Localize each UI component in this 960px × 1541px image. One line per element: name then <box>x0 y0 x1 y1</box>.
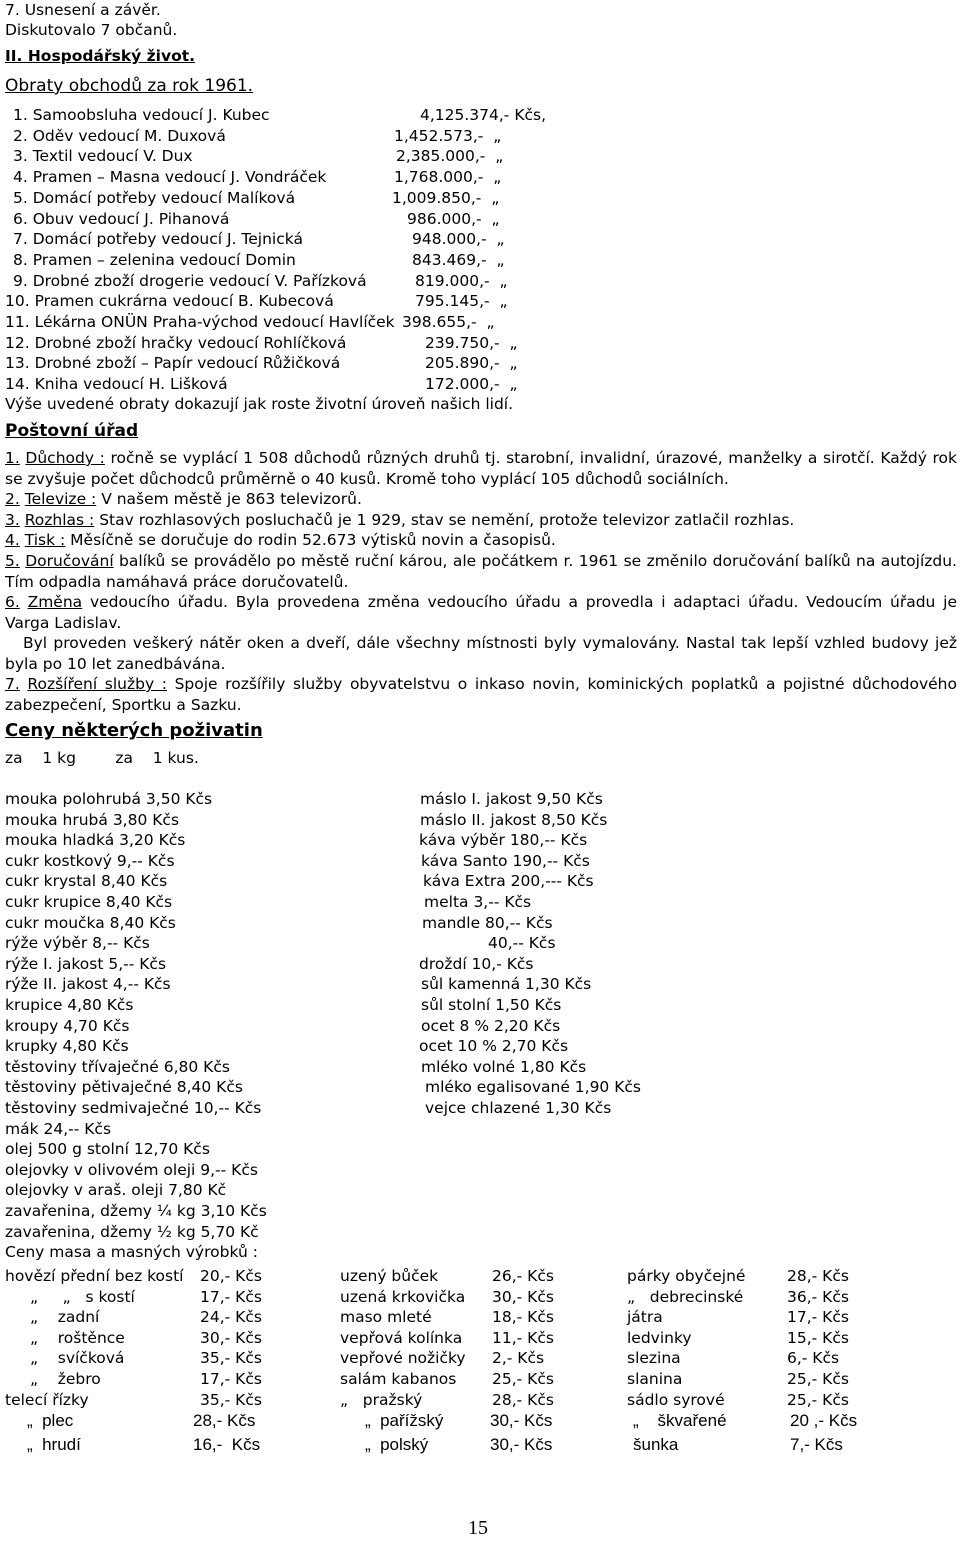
turnover-value: 172.000,- „ <box>425 375 518 394</box>
turnover-heading: Obraty obchodů za rok 1961. <box>5 76 254 96</box>
price-item: zavařenina, džemy ½ kg 5,70 Kč <box>5 1222 259 1241</box>
p4-text: Měsíčně se doručuje do rodin 52.673 výtisků novin a časopisů. <box>70 531 556 549</box>
meat-cell: „ svíčková <box>30 1349 125 1368</box>
meat-cell: 28,- Kčs <box>492 1390 554 1409</box>
p6-label: Změna <box>27 593 83 611</box>
turnover-value: 948.000,- „ <box>412 230 505 249</box>
turnover-label: 8. Pramen – zelenina vedoucí Domin <box>13 250 296 269</box>
prices-unit-line: za 1 kg za 1 kus. <box>5 749 199 767</box>
meat-cell: 17,- Kčs <box>787 1308 849 1327</box>
meat-cell: 35,- Kčs <box>200 1349 262 1368</box>
p2-label: Televize : <box>24 490 97 508</box>
price-item: melta 3,-- Kčs <box>424 893 532 911</box>
post-paragraph-2 <box>5 489 957 510</box>
p1-text: ročně se vyplácí 1 508 důchodů různých druhů tj. starobní, invalidní, úrazové, manželky a sirotčí. Každý rok se zvyšuje počet důchodců průměrně o 40 kusů. Kromě toho vyplácí 105 důchodů sociálních. <box>5 449 957 488</box>
price-item: káva výběr 180,-- Kčs <box>419 831 588 850</box>
p1-label: Důchody : <box>25 449 105 467</box>
price-item: krupice 4,80 Kčs <box>5 996 134 1014</box>
turnover-value: 398.655,- „ <box>402 313 495 331</box>
turnover-value: 843.469,- „ <box>412 250 505 269</box>
prices-heading: Ceny některých poživatin <box>5 720 263 741</box>
price-item: Ceny masa a masných výrobků : <box>5 1243 258 1262</box>
turnover-label: 13. Drobné zboží – Papír vedoucí Růžičková <box>5 354 341 373</box>
meat-cell: „ „ s kostí <box>30 1287 135 1306</box>
meat-cell: 25,- Kčs <box>787 1370 849 1388</box>
meat-cell: 25,- Kčs <box>787 1390 849 1409</box>
meat-cell: hovězí přední bez kostí <box>5 1267 184 1285</box>
page-number: 15 <box>468 1517 488 1539</box>
meat-cell: „ pražský <box>340 1390 423 1409</box>
price-item: olej 500 g stolní 12,70 Kčs <box>5 1140 210 1159</box>
meat-cell: 30,- Kčs <box>200 1328 262 1347</box>
meat-cell: „ plec <box>27 1411 74 1430</box>
price-item: mléko egalisované 1,90 Kčs <box>425 1078 641 1097</box>
meat-cell: 28,- Kčs <box>193 1411 256 1430</box>
price-item: mandle 80,-- Kčs <box>422 913 553 932</box>
price-item: těstoviny třívaječné 6,80 Kčs <box>5 1057 230 1076</box>
turnover-value: 4,125.374,- Kčs, <box>420 106 547 124</box>
p4-num: 4. <box>5 531 20 549</box>
p6-num: 6. <box>5 593 20 611</box>
price-item: cukr kostkový 9,-- Kčs <box>5 851 175 870</box>
meat-cell: slezina <box>627 1349 681 1368</box>
meat-cell: 17,- Kčs <box>200 1287 262 1306</box>
p7-text: Spoje rozšířily služby obyvatelstvu o inkaso novin, kominických poplatků a pojistné důchodového zabezpečení, Sportku a Sazku. <box>5 675 957 714</box>
price-item: cukr krystal 8,40 Kčs <box>5 872 168 891</box>
price-item: droždí 10,- Kčs <box>419 954 534 973</box>
p5-label: Doručování <box>25 552 114 570</box>
meat-cell: 16,- Kčs <box>193 1435 261 1454</box>
meat-cell: uzený bůček <box>340 1267 439 1285</box>
price-item: cukr moučka 8,40 Kčs <box>5 913 176 932</box>
meat-cell: 26,- Kčs <box>492 1267 554 1285</box>
meat-cell: párky obyčejné <box>627 1267 746 1285</box>
p3-text: Stav rozhlasových posluchačů je 1 929, stav se nemění, protože televizor zatlačil rozhlas. <box>99 511 795 529</box>
price-item: mouka hrubá 3,80 Kčs <box>5 810 180 829</box>
meat-cell: 7,- Kčs <box>790 1435 843 1454</box>
post-paragraph-5 <box>5 551 957 592</box>
meat-cell: 30,- Kčs <box>490 1435 553 1454</box>
turnover-label: 1. Samoobsluha vedoucí J. Kubec <box>13 106 270 124</box>
turnover-label: 6. Obuv vedoucí J. Pihanová <box>13 209 230 228</box>
turnover-value: 986.000,- „ <box>407 209 500 228</box>
p5-text: balíků se provádělo po městě ruční károu, ale počátkem r. 1961 se změnilo doručování balíků na autojízdu. Tím odpadla namáhavá práce doručovatelů. <box>5 552 957 591</box>
meat-cell: telecí řízky <box>5 1390 89 1409</box>
meat-cell: 28,- Kčs <box>787 1267 849 1285</box>
meat-cell: ledvinky <box>627 1328 692 1347</box>
item-7-heading: 7. Usnesení a závěr. <box>5 1 161 19</box>
meat-cell: 6,- Kčs <box>787 1349 840 1368</box>
post-office-heading: Poštovní úřad <box>5 421 139 441</box>
meat-cell: játra <box>627 1308 663 1327</box>
price-item: zavařenina, džemy ¼ kg 3,10 Kčs <box>5 1202 267 1220</box>
meat-cell: „ pařížský <box>365 1411 444 1430</box>
turnover-value: 2,385.000,- „ <box>396 147 504 166</box>
turnover-label: 10. Pramen cukrárna vedoucí B. Kubecová <box>5 292 334 311</box>
meat-cell: sádlo syrové <box>627 1390 725 1409</box>
meat-cell: „ debrecinské <box>627 1287 744 1306</box>
turnover-label: 3. Textil vedoucí V. Dux <box>13 147 193 166</box>
meat-cell: „ hrudí <box>27 1435 81 1454</box>
price-item: sůl kamenná 1,30 Kčs <box>421 975 592 994</box>
p3-num: 3. <box>5 511 20 529</box>
meat-cell: 35,- Kčs <box>200 1390 262 1409</box>
meat-cell: uzená krkovička <box>340 1287 466 1306</box>
post-paragraph-4 <box>5 530 957 551</box>
price-item: cukr krupice 8,40 Kčs <box>5 893 173 911</box>
turnover-value: 205.890,- „ <box>425 354 518 373</box>
turnover-value: 1,768.000,- „ <box>394 168 502 187</box>
turnover-value: 795.145,- „ <box>415 292 508 311</box>
price-item: těstoviny pětivaječné 8,40 Kčs <box>5 1078 243 1097</box>
p1-num: 1. <box>5 449 20 467</box>
meat-cell: 36,- Kčs <box>787 1287 849 1306</box>
meat-cell: maso mleté <box>340 1308 432 1327</box>
meat-cell: 20 ,- Kčs <box>790 1411 858 1430</box>
price-item: rýže II. jakost 4,-- Kčs <box>5 975 171 994</box>
turnover-label: 2. Oděv vedoucí M. Duxová <box>13 126 226 145</box>
p5-num: 5. <box>5 552 20 570</box>
meat-cell: slanina <box>627 1370 683 1388</box>
price-item: sůl stolní 1,50 Kčs <box>421 996 562 1014</box>
discussion-note: Diskutovalo 7 občanů. <box>5 21 178 39</box>
price-item: mléko volné 1,80 Kčs <box>421 1057 587 1076</box>
post-paragraph-7 <box>5 674 957 715</box>
meat-cell: „ roštěnce <box>30 1328 125 1347</box>
meat-cell: „ zadní <box>30 1308 100 1327</box>
price-item: mák 24,-- Kčs <box>5 1119 112 1138</box>
price-item: máslo II. jakost 8,50 Kčs <box>420 810 608 829</box>
post-paragraph-3 <box>5 510 957 531</box>
meat-cell: 30,- Kčs <box>492 1287 554 1306</box>
meat-cell: „ žebro <box>30 1370 101 1388</box>
price-item: 40,-- Kčs <box>488 934 556 953</box>
p7-num: 7. <box>5 675 20 693</box>
post-paragraph-6b: Byl proveden veškerý nátěr oken a dveří, dále všechny místnosti byly vymalovány. Nastal tak lepší vzhled budovy jež byla po 10 let zanedbávána. <box>5 634 957 673</box>
post-paragraph-6 <box>5 592 957 633</box>
price-item: těstoviny sedmivaječné 10,-- Kčs <box>5 1099 262 1117</box>
meat-cell: vepřové nožičky <box>340 1349 466 1368</box>
meat-cell: 15,- Kčs <box>787 1328 849 1347</box>
turnover-label: 5. Domácí potřeby vedoucí Malíková <box>13 188 296 207</box>
p2-num: 2. <box>5 490 20 508</box>
price-item: ocet 10 % 2,70 Kčs <box>419 1037 569 1056</box>
meat-cell: 11,- Kčs <box>492 1328 554 1347</box>
price-item: rýže I. jakost 5,-- Kčs <box>5 954 167 973</box>
meat-cell: salám kabanos <box>340 1370 457 1388</box>
price-item: vejce chlazené 1,30 Kčs <box>425 1099 612 1117</box>
price-item: máslo I. jakost 9,50 Kčs <box>420 790 603 808</box>
meat-cell: 30,- Kčs <box>490 1411 553 1430</box>
turnover-value: 239.750,- „ <box>425 333 518 352</box>
meat-cell: „ škvařené <box>633 1411 727 1430</box>
post-paragraph-1 <box>5 448 957 489</box>
section-heading-economic-life: II. Hospodářský život. <box>5 47 196 65</box>
turnover-value: 819.000,- „ <box>415 271 508 290</box>
meat-cell: 24,- Kčs <box>200 1308 262 1327</box>
meat-cell: „ polský <box>365 1435 429 1454</box>
price-item: kroupy 4,70 Kčs <box>5 1016 130 1035</box>
turnover-label: 4. Pramen – Masna vedoucí J. Vondráček <box>13 168 327 187</box>
p3-label: Rozhlas : <box>24 511 95 529</box>
price-item: rýže výběr 8,-- Kčs <box>5 934 150 953</box>
p4-label: Tisk : <box>24 531 66 549</box>
p2-text: V našem městě je 863 televizorů. <box>101 490 362 508</box>
turnover-label: 7. Domácí potřeby vedoucí J. Tejnická <box>13 230 303 249</box>
p6-text: vedoucího úřadu. Byla provedena změna vedoucího úřadu a provedla i adaptaci úřadu. Vedoucím úřadu je Varga Ladislav. <box>5 593 957 632</box>
turnover-summary: Výše uvedené obraty dokazují jak roste životní úroveň našich lidí. <box>5 395 514 413</box>
turnover-value: 1,009.850,- „ <box>392 188 500 207</box>
price-item: káva Santo 190,-- Kčs <box>421 851 590 870</box>
price-item: olejovky v olivovém oleji 9,-- Kčs <box>5 1160 258 1179</box>
meat-cell: 18,- Kčs <box>492 1308 554 1327</box>
price-item: krupky 4,80 Kčs <box>5 1037 129 1056</box>
meat-cell: 20,- Kčs <box>200 1267 262 1285</box>
turnover-label: 11. Lékárna ONÜN Praha-východ vedoucí Havlíček <box>5 313 395 331</box>
meat-cell: šunka <box>633 1435 679 1454</box>
p7-label: Rozšíření služby : <box>27 675 167 693</box>
turnover-label: 14. Kniha vedoucí H. Lišková <box>5 375 228 394</box>
price-item: ocet 8 % 2,20 Kčs <box>421 1016 561 1035</box>
meat-cell: vepřová kolínka <box>340 1328 463 1347</box>
meat-cell: 2,- Kčs <box>492 1349 545 1368</box>
price-item: mouka polohrubá 3,50 Kčs <box>5 790 213 808</box>
meat-cell: 17,- Kčs <box>200 1370 262 1388</box>
turnover-value: 1,452.573,- „ <box>394 126 502 145</box>
turnover-label: 9. Drobné zboží drogerie vedoucí V. Pařízková <box>13 271 367 290</box>
price-item: mouka hladká 3,20 Kčs <box>5 831 186 850</box>
meat-cell: 25,- Kčs <box>492 1370 554 1388</box>
price-item: olejovky v araš. oleji 7,80 Kč <box>5 1181 227 1200</box>
turnover-label: 12. Drobné zboží hračky vedoucí Rohlíčková <box>5 333 347 352</box>
price-item: káva Extra 200,--- Kčs <box>423 872 594 891</box>
